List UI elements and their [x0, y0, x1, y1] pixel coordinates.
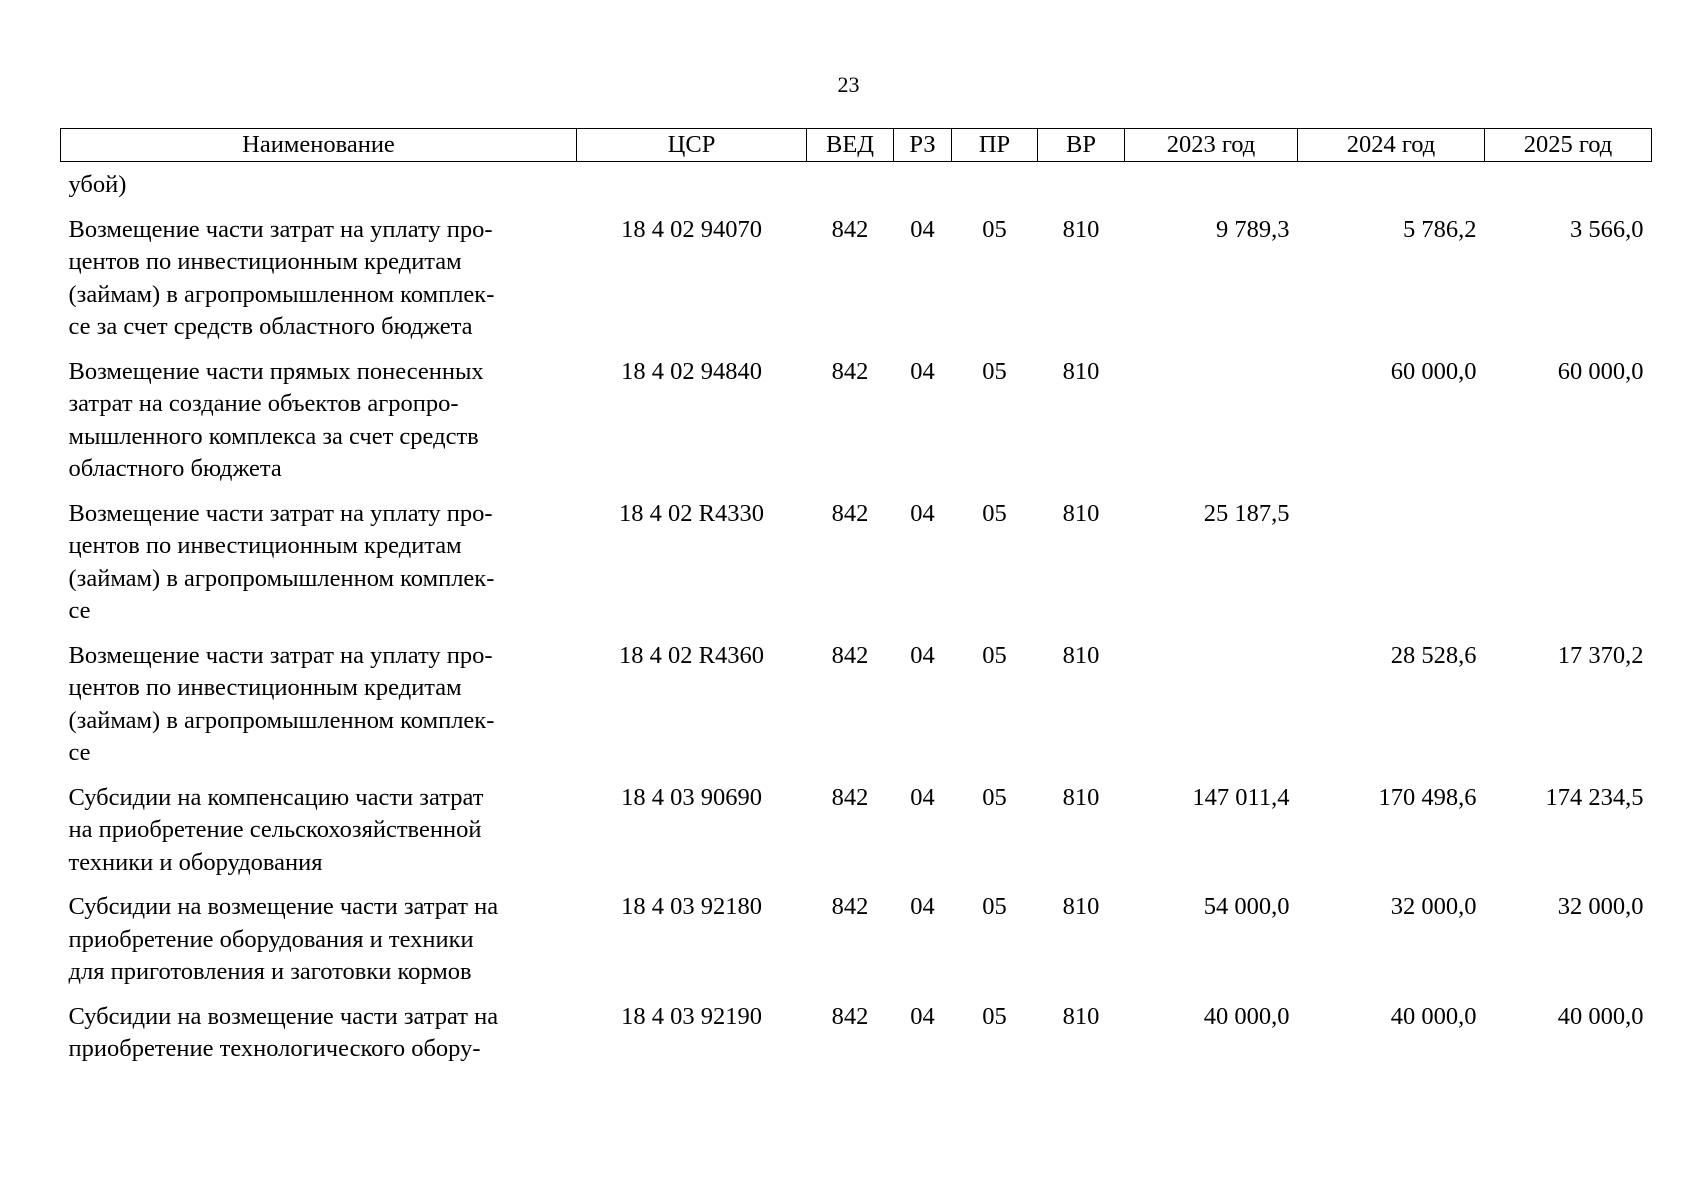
- row-name: [61, 989, 577, 1066]
- cell-csr: 18 4 03 92190: [621, 1002, 762, 1030]
- cell-y2024: 40 000,0: [1390, 1002, 1477, 1030]
- table-row-continuation: [61, 162, 1652, 202]
- table-row: [61, 628, 1652, 770]
- row-name-line: областного бюджета: [68, 455, 282, 482]
- row-name-line: техники и оборудования: [68, 848, 323, 876]
- cell-rz: 04: [910, 1002, 935, 1030]
- table-row: [61, 344, 1652, 486]
- row-name-line: затрат на создание объектов агропро-: [68, 390, 459, 417]
- budget-table: [60, 128, 1652, 1066]
- row-name-line: Возмещение части затрат на уплату про-: [68, 641, 493, 669]
- row-name-line: мышленного комплекса за счет средств: [68, 422, 479, 450]
- table-row: [61, 202, 1652, 344]
- cell-y2023: 54 000,0: [1203, 893, 1290, 920]
- cell-y2025: [1485, 486, 1652, 628]
- row-name-line: Субсидии на компенсацию части затрат: [68, 783, 484, 811]
- row-name-line: Субсидии на возмещение части затрат на: [68, 1002, 499, 1030]
- cell-y2025: 3 566,0: [1570, 215, 1644, 243]
- cell-csr: 18 4 03 92180: [621, 893, 762, 920]
- cell-y2023: 9 789,3: [1216, 215, 1290, 243]
- header-ved: ВЕД: [807, 129, 894, 162]
- row-name-line: Возмещение части прямых понесенных: [68, 357, 484, 385]
- header-2023: 2023 год: [1125, 129, 1298, 162]
- table-row: [61, 879, 1652, 989]
- header-csr: ЦСР: [577, 129, 807, 162]
- cell-pr: 05: [982, 893, 1007, 920]
- header-2024: 2024 год: [1298, 129, 1485, 162]
- cell-y2023: [1125, 628, 1298, 770]
- cell-rz: 04: [910, 499, 935, 527]
- cell-y2024: 32 000,0: [1390, 893, 1477, 920]
- cell-rz: 04: [910, 357, 935, 385]
- cell-y2023: 40 000,0: [1203, 1002, 1290, 1030]
- header-rz: РЗ: [894, 129, 952, 162]
- cell-vr: 810: [1062, 1002, 1100, 1030]
- cell-ved: 842: [831, 641, 869, 669]
- table-row: [61, 486, 1652, 628]
- cell-pr: 05: [982, 641, 1007, 669]
- cell-y2024: 5 786,2: [1403, 215, 1477, 243]
- header-vr: ВР: [1038, 129, 1125, 162]
- cell-ved: 842: [831, 1002, 869, 1030]
- cell-csr: 18 4 02 94070: [621, 215, 762, 243]
- row-name-line: (займам) в агропромышленном комплек-: [68, 280, 495, 308]
- table-row: [61, 989, 1652, 1066]
- row-name: [61, 344, 577, 486]
- cell-ved: 842: [831, 357, 869, 385]
- cell-ved: 842: [831, 783, 869, 811]
- continuation-text: убой): [68, 171, 127, 198]
- row-name-line: приобретение оборудования и техники: [68, 925, 474, 953]
- header-pr: ПР: [952, 129, 1038, 162]
- cell-csr: 18 4 02 94840: [621, 357, 762, 385]
- cell-rz: 04: [910, 783, 935, 811]
- row-name-line: (займам) в агропромышленном комплек-: [68, 564, 495, 592]
- cell-csr: 18 4 02 R4330: [619, 499, 764, 527]
- cell-ved: 842: [831, 893, 869, 920]
- cell-csr: 18 4 02 R4360: [619, 641, 764, 669]
- cell-rz: 04: [910, 641, 935, 669]
- row-name-line: на приобретение сельскохозяйственной: [68, 816, 482, 843]
- row-name-line: се за счет средств областного бюджета: [68, 313, 473, 340]
- cell-ved: 842: [831, 499, 869, 527]
- cell-y2023: 25 187,5: [1203, 499, 1290, 527]
- cell-y2024: 28 528,6: [1390, 641, 1477, 669]
- table-header-row: [61, 129, 1652, 162]
- cell-pr: 05: [982, 1002, 1007, 1030]
- table-body: [61, 162, 1652, 1066]
- row-name: [61, 486, 577, 628]
- cell-pr: 05: [982, 215, 1007, 243]
- cell-vr: 810: [1062, 357, 1100, 385]
- cell-rz: 04: [910, 893, 935, 920]
- cell-rz: 04: [910, 215, 935, 243]
- cell-pr: 05: [982, 499, 1007, 527]
- header-name: Наименование: [61, 129, 577, 162]
- row-name-line: се: [68, 597, 91, 624]
- cell-y2025: 40 000,0: [1557, 1002, 1644, 1030]
- row-name: [61, 879, 577, 989]
- cell-vr: 810: [1062, 641, 1100, 669]
- row-name: [61, 628, 577, 770]
- cell-y2025: 60 000,0: [1557, 357, 1644, 385]
- cell-y2025: 174 234,5: [1545, 783, 1644, 811]
- cell-y2025: 17 370,2: [1557, 641, 1644, 669]
- row-name: [61, 770, 577, 880]
- cell-csr: 18 4 03 90690: [621, 783, 762, 811]
- cell-y2023: 147 011,4: [1192, 783, 1290, 811]
- row-name-line: для приготовления и заготовки кормов: [68, 958, 472, 985]
- cell-ved: 842: [831, 215, 869, 243]
- cell-y2025: 32 000,0: [1557, 893, 1644, 920]
- cell-vr: 810: [1062, 215, 1100, 243]
- cell-pr: 05: [982, 357, 1007, 385]
- cell-vr: 810: [1062, 783, 1100, 811]
- cell-y2024: [1298, 486, 1485, 628]
- cell-y2023: [1125, 344, 1298, 486]
- cell-vr: 810: [1062, 893, 1100, 920]
- row-name-line: се: [68, 739, 91, 766]
- row-name-line: центов по инвестиционным кредитам: [68, 532, 462, 559]
- row-name-line: центов по инвестиционным кредитам: [68, 248, 462, 275]
- row-name-line: Возмещение части затрат на уплату про-: [68, 499, 493, 527]
- row-name-line: приобретение технологического обору-: [68, 1035, 481, 1062]
- cell-y2024: 170 498,6: [1378, 783, 1477, 811]
- page-number: 23: [837, 72, 860, 97]
- row-name-line: (займам) в агропромышленном комплек-: [68, 706, 495, 734]
- cell-vr: 810: [1062, 499, 1100, 527]
- cell-pr: 05: [982, 783, 1007, 811]
- row-name: [61, 202, 577, 344]
- row-name-line: центов по инвестиционным кредитам: [68, 674, 462, 701]
- table-row: [61, 770, 1652, 880]
- row-name-line: Субсидии на возмещение части затрат на: [68, 893, 499, 920]
- row-name-line: Возмещение части затрат на уплату про-: [68, 215, 493, 243]
- cell-y2024: 60 000,0: [1390, 357, 1477, 385]
- header-2025: 2025 год: [1485, 129, 1652, 162]
